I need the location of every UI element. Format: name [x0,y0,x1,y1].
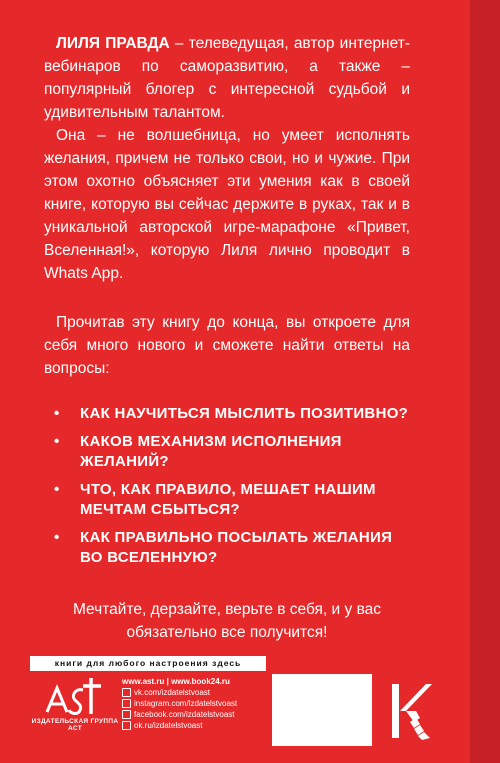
ast-logo-icon [45,674,105,716]
question-item: • КАКОВ МЕХАНИЗМ ИСПОЛНЕНИЯ ЖЕЛАНИЙ? [54,433,342,470]
author-intro-text: – телеведущая, автор интернет-вебинаров по саморазвитию, а также – популярный блогер с интересной судьбой и удивительным талантом. [44,35,410,121]
bullet-icon: • [54,529,60,546]
closing-text: Мечтайте, дерзайте, верьте в себя, и у вас обязательно все получится! [72,601,382,641]
author-name: ЛИЛЯ ПРАВДА [56,35,170,52]
social-link-facebook[interactable]: facebook.com/izdatelstvoast [122,709,237,720]
bullet-icon: • [54,481,60,498]
publisher-links [122,676,237,731]
question-item: • КАК ПРАВИЛЬНО ПОСЫЛАТЬ ЖЕЛАНИЯ ВО ВСЕЛЕННУЮ? [54,529,393,566]
author-intro [44,32,410,124]
questions-list [44,404,410,568]
slogan-banner: книги для любого настроения здесь [30,656,266,671]
instagram-icon [122,699,131,708]
question-item: • КАК НАУЧИТЬСЯ МЫСЛИТЬ ПОЗИТИВНО? [54,405,409,422]
social-link-instagram[interactable]: instagram.com/izdatelstvoast [122,698,237,709]
social-link-vk[interactable]: vk.com/izdatelstvoast [122,687,237,698]
website-links[interactable]: www.ast.ru | www.book24.ru [122,677,230,686]
facebook-icon [122,710,131,719]
publisher-footer [30,656,462,756]
ok-icon [122,721,131,730]
book-spine [470,0,500,763]
publisher-name: ИЗДАТЕЛЬСКАЯ ГРУППА АСТ [31,718,119,732]
bullet-icon: • [54,433,60,450]
question-item: • ЧТО, КАК ПРАВИЛО, МЕШАЕТ НАШИМ МЕЧТАМ СБЫТЬСЯ? [54,481,376,518]
social-link-ok[interactable]: ok.ru/izdatelstvoast [122,720,237,731]
description-paragraph: Она – не волшебница, но умеет исполнять желания, причем не только свои, но и чужие. При этом охотно объясняет эти умения как в своей книге, которую вы сейчас держите в руках, так и в уникальной авторской игре-марафоне «Привет, Вселенная!», которую Лиля лично проводит в Whats App. [44,127,410,282]
imprint-k-logo-icon [386,678,436,744]
publisher-logo [30,674,120,734]
barcode-area [272,674,372,746]
back-cover-text [44,32,410,644]
questions-intro: Прочитав эту книгу до конца, вы откроете для себя много нового и сможете найти ответы на вопросы: [44,314,410,377]
vk-icon [122,688,131,697]
bullet-icon: • [54,405,60,422]
